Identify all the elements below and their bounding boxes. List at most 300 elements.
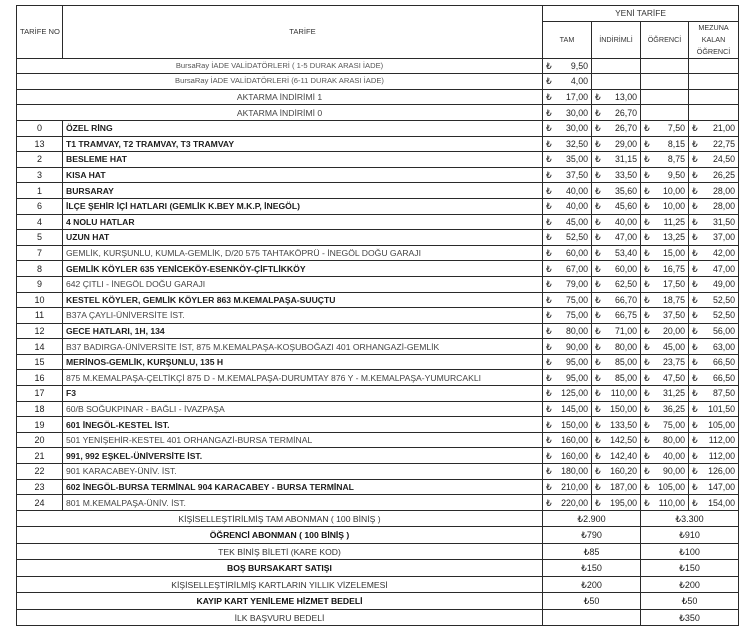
amount: 95,00	[565, 372, 588, 383]
tarife-no: 12	[17, 323, 63, 339]
amount: 10,00	[662, 185, 685, 196]
mezun-price	[689, 339, 739, 355]
indirimli-price	[592, 167, 641, 183]
mezun-price	[689, 183, 739, 199]
table-row	[17, 183, 739, 199]
ogrenci-price	[641, 89, 689, 105]
currency-symbol: ₺	[595, 138, 601, 149]
amount: 210,00	[561, 481, 588, 492]
tarife-no: 7	[17, 245, 63, 261]
footer-row	[17, 510, 739, 527]
amount: 21,00	[713, 123, 736, 134]
tam-price	[543, 417, 592, 433]
header-kalan-line: KALAN	[701, 34, 726, 44]
amount: 66,50	[713, 372, 736, 383]
indirimli-price	[592, 417, 641, 433]
table-row	[17, 230, 739, 246]
mezun-price	[689, 370, 739, 386]
currency-symbol: ₺	[546, 372, 552, 383]
footer-value-ogrenci: ₺350	[641, 609, 739, 626]
currency-symbol: ₺	[595, 435, 601, 446]
amount: 33,50	[614, 170, 637, 181]
tarife-name: 501 YENİŞEHİR-KESTEL 401 ORHANGAZİ-BURSA TERMİNAL	[63, 432, 543, 448]
amount: 101,50	[708, 403, 736, 414]
tarife-name: F3	[63, 386, 543, 402]
tarife-no: 24	[17, 495, 63, 511]
amount: 18,75	[662, 294, 685, 305]
currency-symbol: ₺	[692, 279, 698, 290]
currency-symbol: ₺	[692, 481, 698, 492]
ogrenci-price	[641, 432, 689, 448]
currency-symbol: ₺	[644, 294, 650, 305]
amount: 95,00	[565, 357, 588, 368]
amount: 32,50	[565, 138, 588, 149]
tarife-no: 4	[17, 214, 63, 230]
table-row	[17, 432, 739, 448]
footer-label: KİŞİSELLEŞTİRİLMİŞ KARTLARIN YILLIK VİZELEMESİ	[17, 576, 543, 593]
amount: 60,00	[565, 248, 588, 259]
currency-symbol: ₺	[692, 341, 698, 352]
table-row	[17, 323, 739, 339]
indirimli-price	[592, 479, 641, 495]
currency-symbol: ₺	[644, 357, 650, 368]
currency-symbol: ₺	[692, 403, 698, 414]
amount: 53,40	[614, 248, 637, 259]
amount: 13,25	[662, 232, 685, 243]
currency-symbol: ₺	[546, 294, 552, 305]
tam-price	[543, 308, 592, 324]
amount: 35,60	[614, 185, 637, 196]
currency-symbol: ₺	[595, 185, 601, 196]
currency-symbol: ₺	[644, 481, 650, 492]
amount: 28,00	[713, 185, 736, 196]
tam-price	[543, 354, 592, 370]
currency-symbol: ₺	[692, 216, 698, 227]
currency-symbol: ₺	[595, 294, 601, 305]
currency-symbol: ₺	[644, 263, 650, 274]
amount: 29,00	[614, 138, 637, 149]
tarife-no: 16	[17, 370, 63, 386]
footer-row	[17, 576, 739, 593]
tariff-rows	[17, 120, 739, 510]
amount: 30,00	[565, 107, 588, 118]
mezun-price	[689, 276, 739, 292]
tarife-name: 991, 992 EŞKEL-ÜNİVERSİTE İST.	[63, 448, 543, 464]
tarife-name: T1 TRAMVAY, T2 TRAMVAY, T3 TRAMVAY	[63, 136, 543, 152]
indirimli-price	[592, 120, 641, 136]
ogrenci-price	[641, 292, 689, 308]
tam-price	[543, 432, 592, 448]
currency-symbol: ₺	[595, 372, 601, 383]
mezun-price	[689, 495, 739, 511]
amount: 147,00	[708, 481, 736, 492]
tarife-name: 901 KARACABEY-ÜNİV. İST.	[63, 464, 543, 480]
currency-symbol: ₺	[644, 154, 650, 165]
tam-price	[543, 198, 592, 214]
tam-price	[543, 167, 592, 183]
special-rows	[17, 58, 739, 120]
tam-price	[543, 214, 592, 230]
amount: 52,50	[713, 294, 736, 305]
footer-label: KİŞİSELLEŞTİRİLMİŞ TAM ABONMAN ( 100 BİNİŞ )	[17, 510, 543, 527]
header-yeni-tarife: YENİ TARİFE	[543, 6, 739, 22]
table-header	[17, 6, 739, 59]
tarife-name: UZUN HAT	[63, 230, 543, 246]
currency-symbol: ₺	[692, 232, 698, 243]
tam-price	[543, 276, 592, 292]
ogrenci-price	[641, 401, 689, 417]
amount: 71,00	[614, 325, 637, 336]
footer-value-tam: ₺150	[543, 560, 641, 577]
indirimli-price	[592, 401, 641, 417]
special-row	[17, 89, 739, 105]
currency-symbol: ₺	[595, 357, 601, 368]
ogrenci-price	[641, 245, 689, 261]
currency-symbol: ₺	[595, 341, 601, 352]
table-row	[17, 401, 739, 417]
footer-value-ogrenci: ₺200	[641, 576, 739, 593]
mezun-price	[689, 105, 739, 121]
currency-symbol: ₺	[546, 138, 552, 149]
amount: 35,00	[565, 154, 588, 165]
amount: 40,00	[565, 201, 588, 212]
tariff-table	[16, 5, 739, 626]
tarife-name: B37A ÇAYLI-ÜNİVERSİTE İST.	[63, 308, 543, 324]
currency-symbol: ₺	[546, 481, 552, 492]
ogrenci-price	[641, 339, 689, 355]
footer-value-tam: ₺85	[543, 543, 641, 560]
amount: 47,00	[713, 263, 736, 274]
indirimli-price	[592, 370, 641, 386]
amount: 16,75	[662, 263, 685, 274]
indirimli-price	[592, 214, 641, 230]
currency-symbol: ₺	[595, 325, 601, 336]
amount: 90,00	[565, 341, 588, 352]
currency-symbol: ₺	[692, 185, 698, 196]
mezun-price	[689, 152, 739, 168]
amount: 126,00	[708, 466, 736, 477]
tarife-name: GEMLİK, KURŞUNLU, KUMLA-GEMLİK, D/20 575 TAHTAKÖPRÜ - İNEGÖL DOĞU GARAJI	[63, 245, 543, 261]
indirimli-price	[592, 386, 641, 402]
tam-price	[543, 479, 592, 495]
tam-price	[543, 339, 592, 355]
currency-symbol: ₺	[595, 263, 601, 274]
tarife-name: KESTEL KÖYLER, GEMLİK KÖYLER 863 M.KEMALPAŞA-SUUÇTU	[63, 292, 543, 308]
amount: 80,00	[614, 341, 637, 352]
amount: 31,15	[614, 154, 637, 165]
currency-symbol: ₺	[644, 435, 650, 446]
special-row-label: AKTARMA İNDİRİMİ 1	[17, 89, 543, 105]
ogrenci-price	[641, 479, 689, 495]
mezun-price	[689, 214, 739, 230]
table-row	[17, 354, 739, 370]
amount: 195,00	[610, 497, 637, 508]
currency-symbol: ₺	[546, 154, 552, 165]
indirimli-price	[592, 230, 641, 246]
currency-symbol: ₺	[595, 497, 601, 508]
currency-symbol: ₺	[546, 76, 552, 87]
amount: 110,00	[658, 497, 685, 508]
tarife-name: BESLEME HAT	[63, 152, 543, 168]
currency-symbol: ₺	[546, 201, 552, 212]
currency-symbol: ₺	[692, 123, 698, 134]
mezun-price	[689, 308, 739, 324]
indirimli-price	[592, 152, 641, 168]
amount: 7,50	[667, 123, 685, 134]
indirimli-price	[592, 339, 641, 355]
amount: 22,75	[713, 138, 736, 149]
header-ogrenci-line: ÖĞRENCİ	[696, 46, 731, 56]
currency-symbol: ₺	[546, 466, 552, 477]
table-row	[17, 339, 739, 355]
currency-symbol: ₺	[595, 232, 601, 243]
ogrenci-price	[641, 323, 689, 339]
currency-symbol: ₺	[644, 248, 650, 259]
table-row	[17, 245, 739, 261]
currency-symbol: ₺	[595, 201, 601, 212]
header-tarife: TARİFE	[63, 6, 543, 59]
indirimli-price	[592, 276, 641, 292]
tam-price	[543, 183, 592, 199]
currency-symbol: ₺	[644, 403, 650, 414]
table-row	[17, 464, 739, 480]
currency-symbol: ₺	[595, 310, 601, 321]
mezun-price	[689, 292, 739, 308]
currency-symbol: ₺	[546, 107, 552, 118]
amount: 52,50	[565, 232, 588, 243]
tarife-no: 0	[17, 120, 63, 136]
mezun-price	[689, 432, 739, 448]
tam-price	[543, 245, 592, 261]
currency-symbol: ₺	[644, 185, 650, 196]
tarife-no: 9	[17, 276, 63, 292]
currency-symbol: ₺	[644, 372, 650, 383]
ogrenci-price	[641, 464, 689, 480]
table-row	[17, 276, 739, 292]
table-row	[17, 261, 739, 277]
tarife-no: 6	[17, 198, 63, 214]
indirimli-price	[592, 464, 641, 480]
currency-symbol: ₺	[644, 310, 650, 321]
amount: 26,25	[713, 170, 736, 181]
tarife-no: 17	[17, 386, 63, 402]
ogrenci-price	[641, 261, 689, 277]
tarife-name: 601 İNEGÖL-KESTEL İST.	[63, 417, 543, 433]
tarife-name: ÖZEL RİNG	[63, 120, 543, 136]
currency-symbol: ₺	[692, 325, 698, 336]
currency-symbol: ₺	[546, 123, 552, 134]
currency-symbol: ₺	[546, 92, 552, 103]
currency-symbol: ₺	[595, 450, 601, 461]
indirimli-price	[592, 198, 641, 214]
currency-symbol: ₺	[546, 419, 552, 430]
mezun-price	[689, 386, 739, 402]
footer-value-ogrenci: ₺150	[641, 560, 739, 577]
amount: 85,00	[614, 372, 637, 383]
footer-row	[17, 560, 739, 577]
amount: 37,50	[662, 310, 685, 321]
tam-price	[543, 136, 592, 152]
mezun-price	[689, 448, 739, 464]
currency-symbol: ₺	[692, 294, 698, 305]
amount: 87,50	[713, 388, 736, 399]
ogrenci-price	[641, 58, 689, 74]
currency-symbol: ₺	[595, 481, 601, 492]
currency-symbol: ₺	[692, 357, 698, 368]
tam-price	[543, 292, 592, 308]
mezun-price	[689, 261, 739, 277]
currency-symbol: ₺	[692, 497, 698, 508]
currency-symbol: ₺	[546, 435, 552, 446]
currency-symbol: ₺	[692, 372, 698, 383]
currency-symbol: ₺	[692, 201, 698, 212]
tarife-no: 13	[17, 136, 63, 152]
amount: 150,00	[561, 419, 588, 430]
amount: 24,50	[713, 154, 736, 165]
amount: 11,25	[663, 216, 685, 227]
amount: 220,00	[561, 497, 588, 508]
amount: 45,60	[614, 201, 637, 212]
ogrenci-price	[641, 120, 689, 136]
currency-symbol: ₺	[644, 279, 650, 290]
header-tarife-no: TARİFE NO	[17, 6, 63, 59]
amount: 75,00	[662, 419, 685, 430]
mezun-price	[689, 120, 739, 136]
amount: 112,00	[708, 435, 736, 446]
currency-symbol: ₺	[644, 466, 650, 477]
tarife-no: 8	[17, 261, 63, 277]
mezun-price	[689, 58, 739, 74]
amount: 80,00	[565, 325, 588, 336]
ogrenci-price	[641, 198, 689, 214]
footer-value-ogrenci: ₺3.300	[641, 510, 739, 527]
tam-price	[543, 152, 592, 168]
indirimli-price	[592, 308, 641, 324]
amount: 45,00	[662, 341, 685, 352]
currency-symbol: ₺	[692, 154, 698, 165]
special-row	[17, 58, 739, 74]
currency-symbol: ₺	[644, 123, 650, 134]
tam-price	[543, 58, 592, 74]
tam-price	[543, 448, 592, 464]
mezun-price	[689, 167, 739, 183]
tarife-no: 20	[17, 432, 63, 448]
tarife-no: 22	[17, 464, 63, 480]
amount: 47,00	[614, 232, 637, 243]
tam-price	[543, 401, 592, 417]
table-row	[17, 417, 739, 433]
amount: 8,15	[667, 138, 685, 149]
tarife-no: 18	[17, 401, 63, 417]
currency-symbol: ₺	[692, 450, 698, 461]
currency-symbol: ₺	[546, 170, 552, 181]
currency-symbol: ₺	[546, 310, 552, 321]
currency-symbol: ₺	[692, 138, 698, 149]
amount: 49,00	[713, 279, 736, 290]
header-tam: TAM	[543, 21, 592, 58]
special-row	[17, 74, 739, 90]
footer-label: TEK BİNİŞ BİLETİ (KARE KOD)	[17, 543, 543, 560]
currency-symbol: ₺	[644, 325, 650, 336]
currency-symbol: ₺	[595, 154, 601, 165]
table-row	[17, 136, 739, 152]
indirimli-price	[592, 245, 641, 261]
amount: 17,00	[565, 92, 588, 103]
currency-symbol: ₺	[595, 419, 601, 430]
amount: 66,50	[713, 357, 736, 368]
footer-row	[17, 527, 739, 544]
footer-rows	[17, 510, 739, 626]
ogrenci-price	[641, 417, 689, 433]
currency-symbol: ₺	[546, 450, 552, 461]
amount: 26,70	[614, 123, 637, 134]
footer-label: BOŞ BURSAKART SATIŞI	[17, 560, 543, 577]
indirimli-price	[592, 448, 641, 464]
amount: 45,00	[565, 216, 588, 227]
mezun-price	[689, 198, 739, 214]
tarife-no: 5	[17, 230, 63, 246]
tarife-no: 15	[17, 354, 63, 370]
indirimli-price	[592, 323, 641, 339]
currency-symbol: ₺	[692, 170, 698, 181]
currency-symbol: ₺	[595, 170, 601, 181]
mezun-price	[689, 89, 739, 105]
currency-symbol: ₺	[595, 248, 601, 259]
tam-price	[543, 370, 592, 386]
currency-symbol: ₺	[692, 248, 698, 259]
header-indirimli: İNDİRİMLİ	[592, 21, 641, 58]
currency-symbol: ₺	[546, 341, 552, 352]
mezun-price	[689, 245, 739, 261]
tarife-no: 10	[17, 292, 63, 308]
amount: 160,00	[561, 435, 588, 446]
currency-symbol: ₺	[546, 232, 552, 243]
amount: 63,00	[713, 341, 736, 352]
currency-symbol: ₺	[595, 216, 601, 227]
currency-symbol: ₺	[595, 123, 601, 134]
footer-value-ogrenci: ₺910	[641, 527, 739, 544]
table-row	[17, 479, 739, 495]
table-row	[17, 198, 739, 214]
indirimli-price	[592, 432, 641, 448]
amount: 8,75	[667, 154, 685, 165]
currency-symbol: ₺	[595, 388, 601, 399]
currency-symbol: ₺	[692, 263, 698, 274]
amount: 40,00	[565, 185, 588, 196]
currency-symbol: ₺	[546, 388, 552, 399]
amount: 105,00	[658, 481, 685, 492]
ogrenci-price	[641, 448, 689, 464]
amount: 30,00	[565, 123, 588, 134]
tarife-name: 60/B SOĞUKPINAR - BAĞLI - İVAZPAŞA	[63, 401, 543, 417]
currency-symbol: ₺	[546, 60, 552, 71]
indirimli-price	[592, 261, 641, 277]
ogrenci-price	[641, 74, 689, 90]
footer-label: KAYIP KART YENİLEME HİZMET BEDELİ	[17, 593, 543, 610]
tarife-no: 3	[17, 167, 63, 183]
currency-symbol: ₺	[595, 279, 601, 290]
amount: 9,50	[570, 60, 588, 71]
indirimli-price	[592, 105, 641, 121]
footer-value-ogrenci: ₺100	[641, 543, 739, 560]
currency-symbol: ₺	[644, 232, 650, 243]
currency-symbol: ₺	[546, 279, 552, 290]
amount: 110,00	[610, 388, 637, 399]
tarife-name: MERİNOS-GEMLİK, KURŞUNLU, 135 H	[63, 354, 543, 370]
ogrenci-price	[641, 167, 689, 183]
currency-symbol: ₺	[546, 185, 552, 196]
mezun-price	[689, 136, 739, 152]
